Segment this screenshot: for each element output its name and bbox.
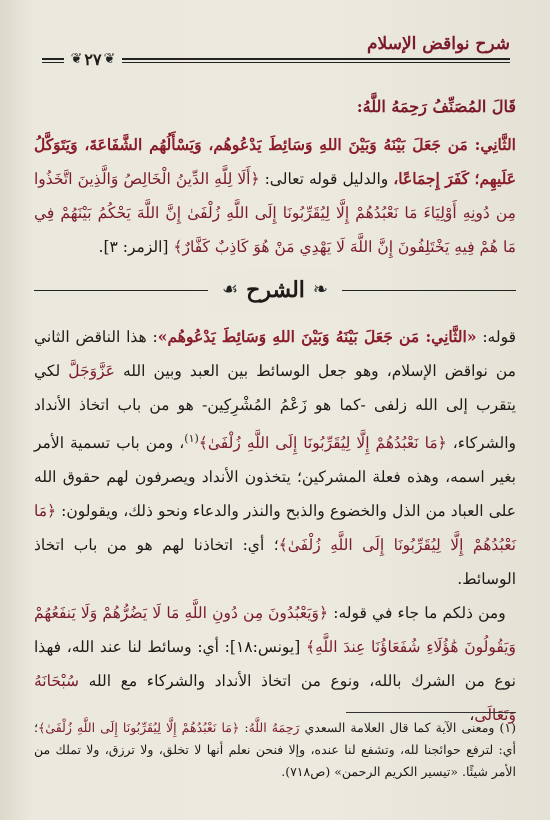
p2-text2: : أي: وسائط لنا عند الله، فهذا نوع من الشرك بالله، ونوع من اتخاذ الأنداد والشركاء مع الله bbox=[34, 638, 516, 691]
matn-paragraph bbox=[34, 128, 516, 264]
running-title: شرح نواقض الإسلام bbox=[367, 34, 510, 54]
ornament-icon: ☙ bbox=[221, 279, 239, 300]
matn-verse-ref: [الزمر: ٣]. bbox=[98, 238, 174, 256]
footnote-number: (١) bbox=[499, 720, 516, 735]
footnote-honorific: رَحِمَهُ اللَّهُ bbox=[248, 720, 300, 735]
main-text bbox=[34, 90, 516, 732]
p1-text4: ؛ أي: اتخاذنا لهم هو من باب اتخاذ الوسائط. bbox=[34, 536, 516, 589]
footnotes bbox=[34, 712, 516, 783]
p2-ref: [يونس:١٨] bbox=[229, 638, 306, 657]
p2-text: ومن ذلكم ما جاء في قوله: bbox=[328, 604, 506, 623]
footnote-marker[interactable]: (١) bbox=[184, 432, 199, 445]
p1-honorific: عَزَّوَجَلَّ bbox=[68, 362, 115, 380]
p1-text2: لكي يتقرب إلى الله زلفى -كما هو زَعْمُ المُشْرِكِين- هو من باب اتخاذ الأنداد والشركاء، bbox=[34, 362, 516, 453]
page-number-box bbox=[64, 45, 122, 73]
p1-text3: ، ومن باب تسمية الأمر بغير اسمه، وهذه فعلة المشركين؛ يتخذون الأنداد ويصرفون لهم حقوق الله على العباد من الذل والخضوع والذبح والنذر والدعاء ونحو ذلك، ويقولون: bbox=[34, 434, 516, 521]
heading-label: الشرح bbox=[246, 277, 305, 303]
p2-verse: ﴿وَيَعْبُدُونَ مِن دُونِ اللَّهِ مَا لَا يَضُرُّهُمْ وَلَا يَنفَعُهُمْ وَيَقُولُونَ هَٰؤُلَاءِ شُفَعَاؤُنَا عِندَ اللَّهِ﴾ bbox=[34, 604, 516, 657]
p1-quote: «الثَّانِي: مَن جَعَلَ بَيْنَهُ وَبَيْنَ اللهِ وَسَائِطَ يَدْعُوهُم» bbox=[157, 327, 477, 346]
matn-verse: ﴿أَلَا لِلَّهِ الدِّينُ الْخَالِصُ وَالَّذِينَ اتَّخَذُوا مِن دُونِهِ أَوْلِيَاءَ مَا نَعْبُدُهُمْ إِلَّا لِيُقَرِّبُونَا إِلَى اللَّهِ زُلْفَىٰ إِنَّ اللَّهَ يَحْكُمُ بَيْنَهُمْ فِي مَا هُمْ فِيهِ يَخْتَلِفُونَ إِنَّ اللَّهَ لَا يَهْدِي مَنْ هُوَ كَاذِبٌ كَفَّارٌ﴾ bbox=[34, 170, 516, 256]
matn-evidence-intro: والدليل قوله تعالى: bbox=[259, 170, 394, 188]
footnote-separator bbox=[346, 712, 516, 713]
running-header bbox=[42, 34, 510, 74]
p2-honorific: سُبْحَانَهُ وَتَعَالَى bbox=[34, 672, 516, 725]
p2-end: ، bbox=[469, 706, 475, 725]
ornament-icon: ❧ bbox=[312, 279, 329, 300]
sharh-paragraph-1 bbox=[34, 320, 516, 596]
heading-box bbox=[208, 268, 342, 312]
ornament-icon: ❦ bbox=[103, 51, 116, 67]
p1-text: : هذا الناقض الثاني من نواقض الإسلام، وهو جعل الوسائط بين العبد وبين الله bbox=[34, 328, 516, 380]
author-label: قَالَ المُصَنِّفُ رَحِمَهُ اللَّهُ: bbox=[356, 97, 516, 116]
p1-verse: ﴿مَا نَعْبُدُهُمْ إِلَّا لِيُقَرِّبُونَا إِلَى اللَّهِ زُلْفَىٰ﴾ bbox=[198, 434, 447, 453]
ornament-icon: ❦ bbox=[70, 51, 83, 67]
matn-lead: الثَّانِي: مَن جَعَلَ بَيْنَهُ وَبَيْنَ اللهِ وَسَائِطَ يَدْعُوهُم، وَيَسْأَلُهُم الشَّفَاعَةَ، وَيَتَوَكَّلُ عَلَيهِم؛ كَفَرَ إِجمَاعًا، bbox=[34, 135, 517, 188]
footnote-text1: ومعنى الآية كما قال العلامة السعدي bbox=[299, 720, 500, 735]
p1-intro: قوله: bbox=[476, 328, 516, 346]
footnote-text3: ؛ أي: لترفع حوائجنا لله، وتشفع لنا عنده، وإلا فنحن نعلم أنها لا تخلق، ولا ترزق، ولا تملك من الأمر شيئًا. «تيسير الكريم الرحمن» (ص٧١٨). bbox=[34, 720, 516, 779]
p1-verse2: ﴿مَا نَعْبُدُهُمْ إِلَّا لِيُقَرِّبُونَا إِلَى اللَّهِ زُلْفَىٰ﴾ bbox=[34, 502, 516, 555]
section-heading bbox=[34, 268, 516, 314]
footnote-text2: : bbox=[239, 720, 249, 735]
footnote-1 bbox=[34, 717, 516, 783]
footnote-verse: ﴿مَا نَعْبُدُهُمْ إِلَّا لِيُقَرِّبُونَا إِلَى اللَّهِ زُلْفَىٰ﴾ bbox=[37, 720, 240, 735]
page-number: ٢٧ bbox=[84, 49, 102, 69]
